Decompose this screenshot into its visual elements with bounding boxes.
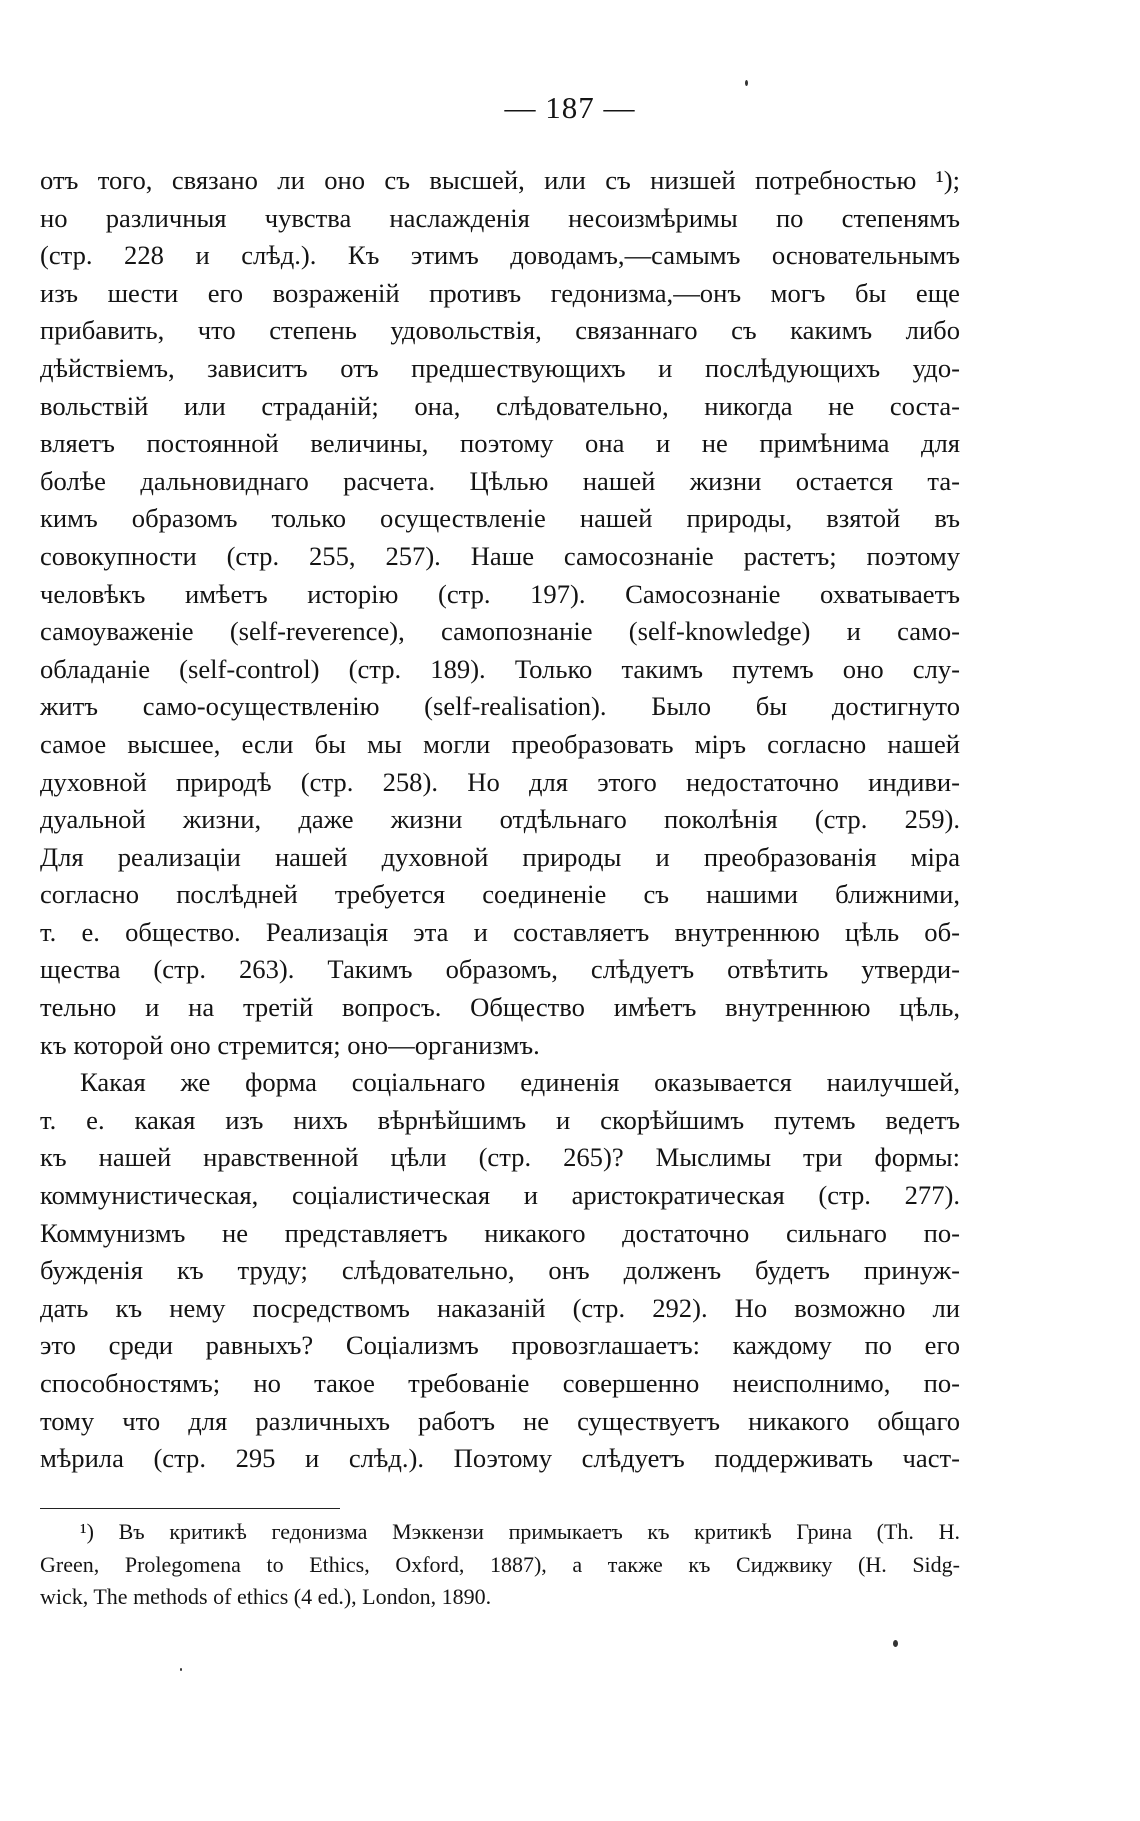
page-number: — 187 — bbox=[504, 90, 636, 125]
text-line: это среди равныхъ? Соціализмъ провозглашаетъ: каждому по его bbox=[40, 1330, 960, 1361]
text-line: къ нашей нравственной цѣли (стр. 265)? Мыслимы три формы: bbox=[40, 1142, 960, 1173]
text-line: человѣкъ имѣетъ исторію (стр. 197). Самосознаніе охватываетъ bbox=[40, 578, 960, 609]
text-line: дѣйствіемъ, зависитъ отъ предшествующихъ и послѣдующихъ удо- bbox=[40, 352, 960, 383]
text-line: вольствій или страданій; она, слѣдовательно, никогда не соста- bbox=[40, 390, 960, 421]
footnote-line: wick, The methods of ethics (4 ed.), London, 1890. bbox=[40, 1584, 492, 1609]
text-line: обладаніе (self-control) (стр. 189). Только такимъ путемъ оно слу- bbox=[40, 653, 960, 684]
text-line: къ которой оно стремится; оно—организмъ. bbox=[40, 1029, 540, 1060]
text-line: болѣе дальновиднаго расчета. Цѣлью нашей жизни остается та- bbox=[40, 465, 960, 496]
text-line: Для реализаціи нашей духовной природы и преобразованія міра bbox=[40, 841, 960, 872]
text-line: Какая же форма соціальнаго единенія оказывается наилучшей, bbox=[80, 1067, 960, 1098]
text-line: изъ шести его возраженій противъ гедонизма,—онъ могъ бы еще bbox=[40, 277, 960, 308]
scan-speck bbox=[893, 1640, 898, 1647]
text-line: кимъ образомъ только осуществленіе нашей природы, взятой въ bbox=[40, 503, 960, 534]
text-line: отъ того, связано ли оно съ высшей, или съ низшей потребностью ¹); bbox=[40, 165, 960, 195]
text-line: духовной природѣ (стр. 258). Но для этого недостаточно индиви- bbox=[40, 766, 960, 797]
text-line: но различныя чувства наслажденія несоизмѣримы по степенямъ bbox=[40, 202, 960, 233]
text-line: т. е. какая изъ нихъ вѣрнѣйшимъ и скорѣйшимъ путемъ ведетъ bbox=[40, 1104, 960, 1135]
scan-speck bbox=[180, 1668, 182, 1671]
scan-speck bbox=[745, 80, 748, 86]
text-line: мѣрила (стр. 295 и слѣд.). Поэтому слѣдуетъ поддерживать част- bbox=[40, 1443, 960, 1474]
footnote-line: ¹) Въ критикѣ гедонизма Мэккензи примыкаетъ къ критикѣ Грина (Th. H. bbox=[80, 1519, 960, 1544]
text-line: способностямъ; но такое требованіе совершенно неисполнимо, по- bbox=[40, 1368, 960, 1398]
text-line: совокупности (стр. 255, 257). Наше самосознаніе растетъ; поэтому bbox=[40, 540, 960, 571]
text-line: коммунистическая, соціалистическая и аристократическая (стр. 277). bbox=[40, 1180, 960, 1211]
text-line: щества (стр. 263). Такимъ образомъ, слѣдуетъ отвѣтить утверди- bbox=[40, 954, 960, 985]
text-line: житъ само-осуществленію (self-realisation). Было бы достигнуто bbox=[40, 691, 960, 722]
text-line: согласно послѣдней требуется соединеніе съ нашими ближними, bbox=[40, 879, 960, 910]
text-line: бужденія къ труду; слѣдовательно, онъ долженъ будетъ принуж- bbox=[40, 1255, 960, 1286]
footnote-divider bbox=[40, 1508, 340, 1509]
footnotes bbox=[40, 1516, 960, 1614]
footnote-line: Green, Prolegomena to Ethics, Oxford, 1887), а также къ Сиджвику (H. Sidg- bbox=[40, 1551, 960, 1577]
text-line: тому что для различныхъ работъ не существуетъ никакого общаго bbox=[40, 1405, 960, 1436]
text-line: тельно и на третій вопросъ. Общество имѣетъ внутреннюю цѣль, bbox=[40, 992, 960, 1023]
text-line: дать къ нему посредствомъ наказаній (стр. 292). Но возможно ли bbox=[40, 1292, 960, 1323]
text-line: Коммунизмъ не представляетъ никакого достаточно сильнаго по- bbox=[40, 1217, 960, 1248]
body-text bbox=[40, 162, 960, 1478]
text-line: самоуваженіе (self-reverence), самопознаніе (self-knowledge) и само- bbox=[40, 616, 960, 647]
text-line: вляетъ постоянной величины, поэтому она и не примѣнима для bbox=[40, 428, 960, 459]
text-line: самое высшее, если бы мы могли преобразовать міръ согласно нашей bbox=[40, 728, 960, 759]
text-line: т. е. общество. Реализація эта и составляетъ внутреннюю цѣль об- bbox=[40, 916, 960, 947]
text-line: дуальной жизни, даже жизни отдѣльнаго поколѣнія (стр. 259). bbox=[40, 804, 960, 835]
text-line: прибавить, что степень удовольствія, связаннаго съ какимъ либо bbox=[40, 315, 960, 346]
text-line: (стр. 228 и слѣд.). Къ этимъ доводамъ,—самымъ основательнымъ bbox=[40, 240, 960, 271]
